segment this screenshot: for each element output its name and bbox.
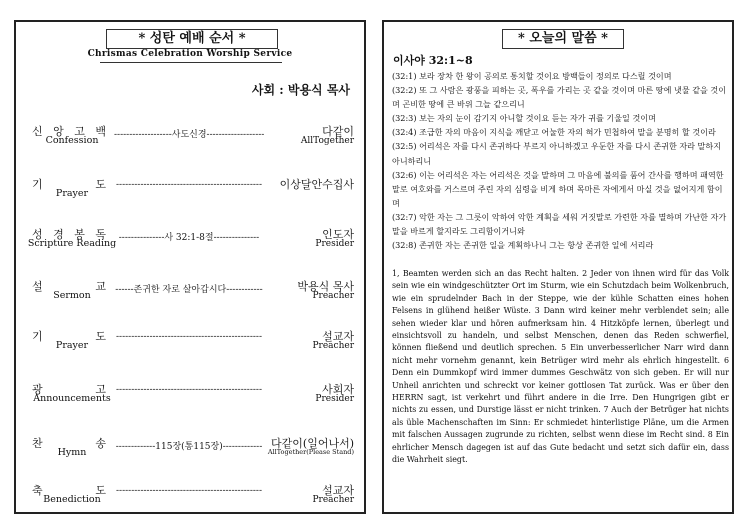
order-item-char: 도 bbox=[95, 178, 106, 191]
verse: (32:3) 보는 자의 눈이 감기지 아니할 것이요 듣는 자가 귀를 기울일 것이며 bbox=[392, 113, 656, 124]
order-item-person-english: AllTogether(Please Stand) bbox=[267, 448, 354, 456]
order-item-char: 도 bbox=[95, 330, 106, 343]
order-item-char: 교 bbox=[95, 280, 106, 293]
german-text: 1, Beamten werden sich an das Recht halten. 2 Jeder von ihnen wird für das Volk sein wie ein windgeschützter Ort im Sturm, wie ein Schutzdach beim Wolkenbruch, wie ein sprudelnder Bach in der Steppe, wie der kühle Schatten eines hohen Felsens in glühend heißer Wüste. 3 Dann wird keiner mehr verblendet sein; alle sehen wieder klar und hören aufmerksam hin. 4 Hitzköpfe lernen, überlegt und einsichtsvoll zu handeln, und selbst Menschen, denen das Reden schwerfiel, können fließend und deutlich sprechen. 5 Ein unverbesserlicher Narr wird dann nicht mehr vornehm genannt, kein Betrüger wird mehr als ehrlich hingestellt. 6 Denn ein Dummkopf wird immer dummes Geschwätz von sich geben. Er will nur Unheil anrichten und schreckt vor keiner gottlosen Tat zurück. Was er über den HERRN sagt, ist verkehrt und führt andere in die Irre. Den Hungrigen gibt er nichts zu essen, und Durstige lässt er nicht trinken. 7 Auch der Betrüger hat nichts als üble Machenschaften im Sinn: Er schmiedet hinterlistige Pläne, um die Armen mit falschen Aussagen zugrunde zu richten, selbst wenn diese im Recht sind. 8 Ein ehrlicher Mensch dagegen ist auf das Gute bedacht und setzt sich dafür ein, dass die Wahrheit siegt. bbox=[392, 269, 729, 465]
verse: (32:7) 악한 자는 그 그릇이 악하여 악한 계획을 세워 거짓말로 가련한 자를 멸하며 가난한 자가 말을 바르게 할지라도 그리함이거니와 bbox=[392, 211, 727, 237]
korean-verses bbox=[392, 69, 729, 252]
order-item-char: 기 bbox=[32, 330, 43, 343]
order-item-person: 이상달안수집사 bbox=[279, 178, 354, 191]
worship-order-panel bbox=[14, 20, 366, 514]
order-item-english: Announcements bbox=[33, 393, 111, 404]
order-item-english: Benediction bbox=[43, 494, 101, 505]
order-item-person-english: AllTogether bbox=[300, 136, 354, 146]
order-item-person: 다같이 bbox=[322, 125, 354, 138]
order-item-char: 기 bbox=[32, 178, 43, 191]
order-item-person-english: Presider bbox=[315, 239, 354, 249]
order-item-detail: -------------115장(통115장)------------- bbox=[115, 442, 263, 452]
order-item-char: 독 bbox=[95, 228, 106, 241]
todays-word-panel bbox=[382, 20, 734, 514]
order-item-detail: ------------------------------------------------ bbox=[116, 385, 262, 395]
word-title: * 오늘의 말씀 * bbox=[502, 29, 624, 49]
order-item-detail: ---------------사 32:1-8절--------------- bbox=[118, 233, 260, 243]
order-item-detail: ------------------------------------------------ bbox=[116, 332, 262, 342]
order-item-char: 고 bbox=[95, 383, 106, 396]
order-item-person-english: Presider bbox=[315, 394, 354, 404]
verse: (32:6) 이는 어리석은 자는 어리석은 것을 말하며 그 마음에 불의를 품어 간사를 행하며 패역한 말로 여호와를 거스르며 주린 자의 심령을 비게 하며 목마른 자에게서 마실 것을 없어지게 함이며 bbox=[392, 169, 724, 208]
order-item-person-english: Preacher bbox=[312, 495, 354, 505]
order-item-char: 찬 bbox=[32, 437, 43, 450]
scripture-reference: 이사야 32:1~8 bbox=[393, 54, 473, 67]
order-item-person: 설교자 bbox=[322, 484, 354, 497]
order-item-person: 박용식 목사 bbox=[297, 280, 354, 293]
order-item-char: 경 bbox=[53, 228, 64, 241]
order-item-char: 광 bbox=[32, 383, 43, 396]
order-row bbox=[16, 123, 364, 153]
order-item-char: 송 bbox=[95, 437, 106, 450]
order-row bbox=[16, 381, 364, 411]
order-row bbox=[16, 226, 364, 256]
order-item-english: Hymn bbox=[57, 447, 87, 458]
order-item-person-english: Preacher bbox=[312, 341, 354, 351]
order-item-english: Prayer bbox=[55, 188, 89, 199]
service-leader: 사회 : 박용식 목사 bbox=[251, 83, 350, 97]
order-title: * 성탄 예배 순서 * bbox=[106, 29, 278, 49]
order-item-detail: ------------------------------------------------ bbox=[116, 180, 262, 190]
verse: (32:1) 보라 장차 한 왕이 공의로 통치할 것이요 방백들이 정의로 다스릴 것이며 bbox=[392, 71, 672, 81]
order-item-char: 축 bbox=[32, 484, 43, 497]
order-item-char: 봉 bbox=[74, 228, 85, 241]
order-item-detail: ------존귀한 자로 살아갑시다------------ bbox=[115, 285, 263, 295]
order-item-char: 성 bbox=[32, 228, 43, 241]
order-item-person: 인도자 bbox=[322, 228, 354, 241]
order-item-char: 설 bbox=[32, 280, 43, 293]
order-item-char: 고 bbox=[74, 125, 85, 138]
order-row bbox=[16, 482, 364, 512]
order-item-char: 앙 bbox=[53, 125, 64, 138]
order-item-english: Sermon bbox=[53, 290, 91, 301]
verse: (32:4) 조급한 자의 마음이 지식을 깨닫고 어눌한 자의 혀가 민첩하여 말을 분명히 할 것이라 bbox=[392, 127, 716, 138]
verse: (32:8) 존귀한 자는 존귀한 일을 계획하나니 그는 항상 존귀한 일에 서리라 bbox=[392, 240, 654, 251]
subtitle-underline bbox=[100, 62, 282, 63]
order-item-person: 설교자 bbox=[322, 330, 354, 343]
order-item-detail: -------------------사도신경------------------- bbox=[114, 130, 264, 140]
order-row bbox=[16, 176, 364, 206]
order-item-english: Confession bbox=[45, 135, 99, 146]
order-item-char: 신 bbox=[32, 125, 43, 138]
order-row bbox=[16, 435, 364, 465]
order-item-english: Prayer bbox=[55, 340, 89, 351]
order-item-char: 백 bbox=[95, 125, 106, 138]
verse: (32:2) 또 그 사람은 광풍을 피하는 곳, 폭우를 가리는 곳 같을 것이며 마른 땅에 냇물 같을 것이며 곤비한 땅에 큰 바위 그늘 같으리니 bbox=[392, 85, 727, 110]
order-row bbox=[16, 278, 364, 308]
order-row bbox=[16, 328, 364, 358]
order-item-person: 다같이(일어나서) bbox=[271, 437, 354, 450]
order-item-char: 도 bbox=[95, 484, 106, 497]
order-item-english: Scripture Reading bbox=[27, 238, 117, 249]
order-item-person: 사회자 bbox=[322, 383, 354, 396]
order-subtitle: Chrismas Celebration Worship Service bbox=[87, 49, 293, 59]
verse: (32:5) 어리석은 자를 다시 존귀하다 부르지 아니하겠고 우둔한 자를 다시 존귀한 자라 말하지 아니하리니 bbox=[392, 141, 722, 166]
order-item-person-english: Preacher bbox=[312, 291, 354, 301]
order-item-detail: ------------------------------------------------ bbox=[116, 486, 262, 496]
